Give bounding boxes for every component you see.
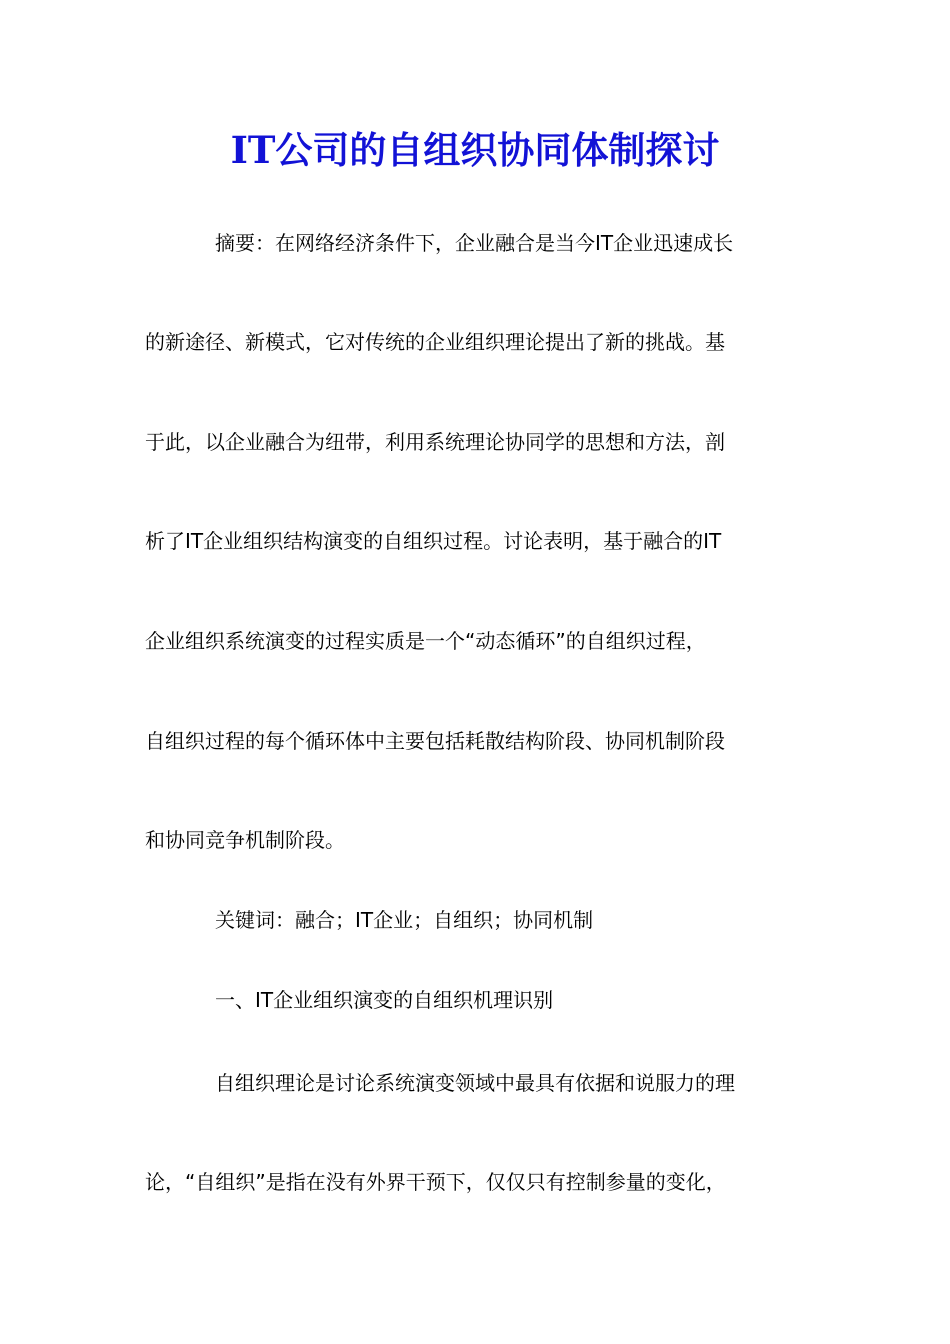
section-heading-1: 一、IT企业组织演变的自组织机理识别 [215, 988, 554, 1012]
abstract-line-4: 析了IT企业组织结构演变的自组织过程。讨论表明，基于融合的IT [145, 529, 722, 553]
abstract-line-2: 的新途径、新模式，它对传统的企业组织理论提出了新的挑战。基 [145, 330, 725, 354]
abstract-line-1: 摘要：在网络经济条件下，企业融合是当今IT企业迅速成长 [215, 231, 734, 255]
abstract-line-3: 于此，以企业融合为纽带，利用系统理论协同学的思想和方法，剖 [145, 430, 725, 454]
abstract-line-7: 和协同竞争机制阶段。 [145, 828, 345, 852]
abstract-line-5: 企业组织系统演变的过程实质是一个“动态循环”的自组织过程， [145, 629, 706, 653]
keywords-line: 关键词：融合；IT企业；自组织；协同机制 [215, 908, 594, 932]
document-title: IT公司的自组织协同体制探讨 [230, 128, 720, 172]
abstract-line-6: 自组织过程的每个循环体中主要包括耗散结构阶段、协同机制阶段 [145, 729, 725, 753]
body-line-1: 自组织理论是讨论系统演变领域中最具有依据和说服力的理 [215, 1071, 735, 1095]
body-line-2: 论，“自组织”是指在没有外界干预下，仅仅只有控制参量的变化， [145, 1170, 726, 1194]
